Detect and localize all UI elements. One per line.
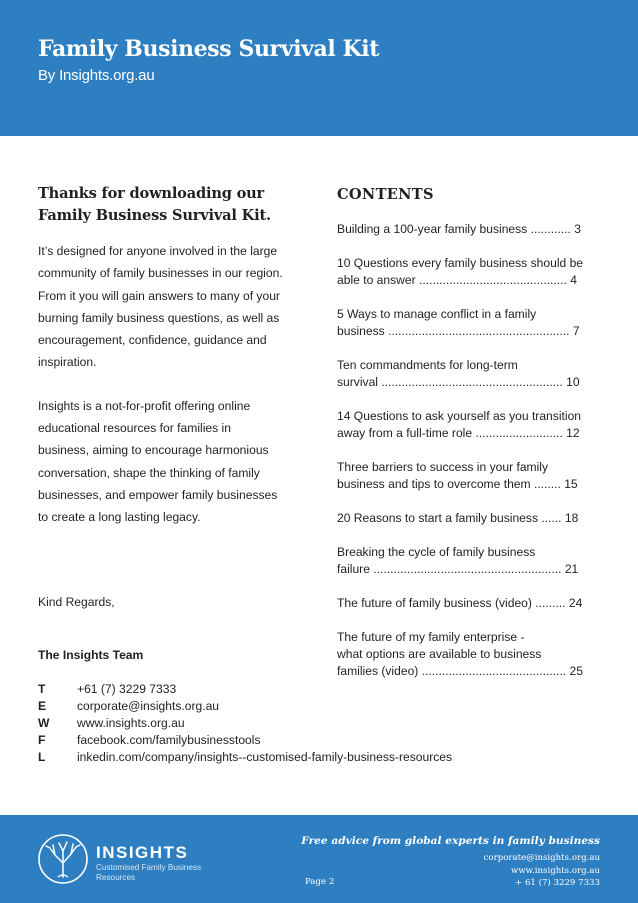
page-number: Page 2 xyxy=(305,877,335,887)
header-banner xyxy=(0,0,638,136)
contents-column xyxy=(337,184,603,697)
toc-entry[interactable] xyxy=(337,595,603,612)
toc-entry[interactable] xyxy=(337,408,603,442)
contact-key: T xyxy=(38,682,46,696)
document-subtitle: By Insights.org.au xyxy=(38,67,155,84)
logo-tagline: Customised Family Business Resources xyxy=(96,863,202,882)
contact-key: L xyxy=(38,750,46,764)
toc-entry-line: The future of family business (video) ......... 24 xyxy=(337,596,583,610)
paragraph-line: From it you will gain answers to many of your xyxy=(38,288,280,303)
intro-column xyxy=(38,183,310,529)
toc-entry-line: survival ...................................................... 10 xyxy=(337,375,580,389)
contact-row-email xyxy=(38,698,452,715)
footer-contact-block xyxy=(484,852,600,890)
signature-team: The Insights Team xyxy=(38,648,144,662)
contact-key: F xyxy=(38,733,46,747)
toc-entry-line: 10 Questions every family business should be xyxy=(337,256,584,270)
sign-off: Kind Regards, xyxy=(38,595,115,609)
footer-website[interactable]: www.insights.org.au xyxy=(510,865,600,876)
logo-wordmark: INSIGHTS xyxy=(96,843,189,862)
toc-entry-line: 14 Questions to ask yourself as you transition xyxy=(337,409,582,423)
footer-email[interactable]: corporate@insights.org.au xyxy=(483,853,600,863)
contact-row-website xyxy=(38,715,452,732)
contact-value-email[interactable]: corporate@insights.org.au xyxy=(77,699,220,713)
contact-key: E xyxy=(38,699,47,713)
toc-entry-line: business and tips to overcome them ........ 15 xyxy=(337,477,578,491)
toc-entry-line: families (video) ........................................... 25 xyxy=(337,664,583,678)
toc-entry-line: The future of my family enterprise - xyxy=(337,630,525,644)
toc-entry-line: Breaking the cycle of family business xyxy=(337,545,536,559)
toc-entry[interactable] xyxy=(337,629,603,680)
paragraph-line: conversation, shape the thinking of family xyxy=(38,465,260,480)
table-of-contents xyxy=(337,221,603,680)
contact-key: W xyxy=(38,716,50,730)
intro-paragraph-2 xyxy=(38,395,310,529)
contents-heading: CONTENTS xyxy=(337,186,434,203)
paragraph-line: community of family businesses in our region. xyxy=(38,266,283,281)
toc-entry-line: able to answer ............................................ 4 xyxy=(337,273,577,287)
intro-heading xyxy=(38,183,310,227)
contact-value-facebook[interactable]: facebook.com/familybusinesstools xyxy=(77,733,261,747)
toc-entry[interactable] xyxy=(337,510,603,527)
toc-entry-line: away from a full-time role .......................... 12 xyxy=(337,426,580,440)
intro-heading-line: Family Business Survival Kit. xyxy=(38,207,271,224)
toc-entry[interactable] xyxy=(337,544,603,578)
toc-entry-line: failure ........................................................ 21 xyxy=(337,562,579,576)
toc-entry-line: what options are available to business xyxy=(337,647,542,661)
paragraph-line: It’s designed for anyone involved in the large xyxy=(38,244,278,258)
paragraph-line: businesses, and empower family businesses xyxy=(38,487,278,502)
paragraph-line: encouragement, confidence, guidance and xyxy=(38,333,267,348)
contact-value-website[interactable]: www.insights.org.au xyxy=(77,716,185,730)
footer-tagline: Free advice from global experts in family business xyxy=(301,835,600,847)
toc-entry[interactable] xyxy=(337,306,603,340)
paragraph-line: burning family business questions, as well as xyxy=(38,310,280,325)
toc-entry[interactable] xyxy=(337,255,603,289)
toc-entry[interactable] xyxy=(337,221,603,238)
document-title: Family Business Survival Kit xyxy=(38,36,379,62)
contact-value-linkedin[interactable]: inkedin.com/company/insights--customised-family-business-resources xyxy=(77,750,453,764)
intro-paragraph-1 xyxy=(38,240,310,374)
paragraph-line: Insights is a not-for-profit offering online xyxy=(38,398,251,413)
contact-value-phone: +61 (7) 3229 7333 xyxy=(77,682,177,696)
contact-row-facebook xyxy=(38,732,452,749)
toc-entry[interactable] xyxy=(337,459,603,493)
tree-circle-logo-icon xyxy=(37,833,89,885)
toc-entry-line: Three barriers to success in your family xyxy=(337,460,549,474)
toc-entry[interactable] xyxy=(337,357,603,391)
footer-banner xyxy=(0,815,638,903)
paragraph-line: to create a long lasting legacy. xyxy=(38,510,201,525)
paragraph-line: educational resources for families in xyxy=(38,421,231,436)
contact-row-linkedin xyxy=(38,749,452,766)
toc-entry-line: business ...................................................... 7 xyxy=(337,324,580,338)
paragraph-line: inspiration. xyxy=(38,355,97,370)
intro-heading-line: Thanks for downloading our xyxy=(38,185,265,202)
toc-entry-line: Building a 100-year family business ............ 3 xyxy=(337,222,582,236)
footer-phone: + 61 (7) 3229 7333 xyxy=(515,878,600,888)
toc-entry-line: Ten commandments for long-term xyxy=(337,358,518,372)
toc-entry-line: 5 Ways to manage conflict in a family xyxy=(337,307,537,321)
paragraph-line: business, aiming to encourage harmonious xyxy=(38,443,269,458)
toc-entry-line: 20 Reasons to start a family business ...... 18 xyxy=(337,511,579,525)
